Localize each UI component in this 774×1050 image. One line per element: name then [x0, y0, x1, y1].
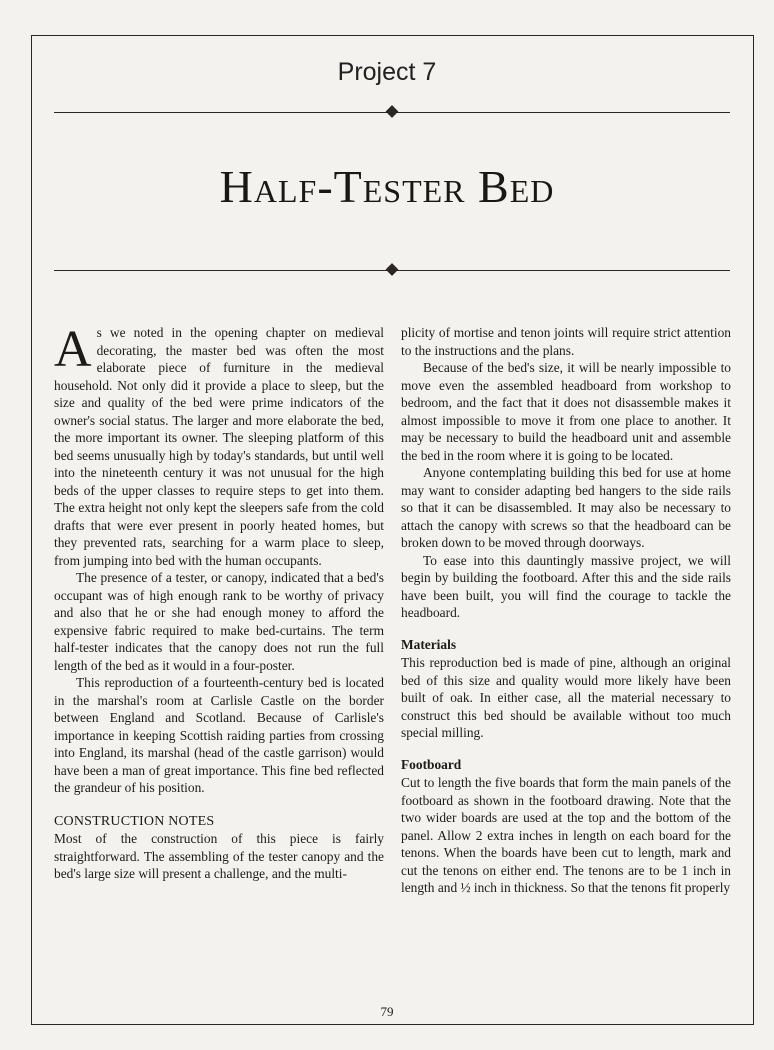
construction-notes-heading: CONSTRUCTION NOTES [54, 813, 215, 829]
footboard-paragraph: Cut to length the five boards that form the main panels of the footboard as shown in the footboard drawing. Note that the two wider boards are used at the top and the bottom of the panel. Allow 2 extra inches in length on each board for the tenons. When the boards have been cut to length, mark and cut the tenons on either end. The tenons are to be 1 inch in length and ½ inch in thickness. So that the tenons fit properly [401, 775, 731, 895]
right-column [401, 324, 731, 897]
page-number: 79 [380, 1004, 394, 1019]
left-column [54, 321, 384, 883]
materials-heading: Materials [401, 636, 457, 652]
paragraph-tester: The presence of a tester, or canopy, indicated that a bed's occupant was of high enough rank to be worthy of privacy and also that he or she had enough money to afford the expensive fabric required to make bed-curtains. The term half-tester indicates that the canopy does not run the full length of the bed as it would in a four-poster. [54, 570, 384, 673]
paragraph-construction: Most of the construction of this piece is fairly straightforward. The assembling of the tester canopy and the bed's large size will present a challenge, and the multi- [54, 831, 384, 881]
page-title: Half-Tester Bed [219, 161, 555, 212]
bottom-ornament-rule [54, 270, 730, 271]
project-label: Project 7 [337, 58, 437, 86]
paragraph-size: Because of the bed's size, it will be nearly impossible to move even the assembled headboard from workshop to bedroom, and the fact that it does not disassemble makes it almost impossible to move it from one place to another. It may be necessary to build the headboard unit and assemble the bed in the room where it is going to be located. [401, 360, 731, 463]
footboard-heading: Footboard [401, 756, 462, 772]
intro-paragraph [54, 321, 384, 569]
paragraph-carlisle: This reproduction of a fourteenth-century bed is located in the marshal's room at Carlisle Castle on the border between England and Scotland. Because of Carlisle's importance in keeping Scottish raiding parties from crossing into England, its marshal (head of the castle garrison) would have been a man of great importance. This fine bed reflected the grandeur of his position. [54, 675, 384, 795]
materials-paragraph: This reproduction bed is made of pine, although an original bed of this size and quality would more likely have been built of oak. In either case, all the material necessary to construct this bed should be available without too much special milling. [401, 655, 731, 740]
top-ornament-rule [54, 112, 730, 113]
paragraph-begin: To ease into this dauntingly massive project, we will begin by building the footboard. After this and the side rails have been built, you will find the courage to tackle the headboard. [401, 552, 731, 620]
paragraph-continued: plicity of mortise and tenon joints will require strict attention to the instructions and the plans. [401, 325, 731, 358]
paragraph-home-use: Anyone contemplating building this bed for use at home may want to consider adapting bed hangers to the side rails so that it can be disassembled. It may also be necessary to attach the canopy with screws so that the headboard can be broken down to be moved through doorways. [401, 465, 731, 550]
intro-paragraph-text: s we noted in the opening chapter on medieval decorating, the master bed was often the most elaborate piece of furniture in the medieval household. Not only did it provide a place to sleep, but the size and quality of the bed were prime indicators of the owner's social status. The larger and more elaborate the bed, the more important its owner. The sleeping platform of this bed seems unusually high by today's standards, but until well into the nineteenth century it was not unusual for the high beds of the upper classes to require steps to get into them. The extra height not only kept the sleepers safe from the cold drafts that were ever present in poorly heated homes, but they prevented rats, searching for a warm place to sleep, from jumping into bed with the human occupants. [54, 325, 384, 568]
drop-cap: A [54, 321, 92, 378]
